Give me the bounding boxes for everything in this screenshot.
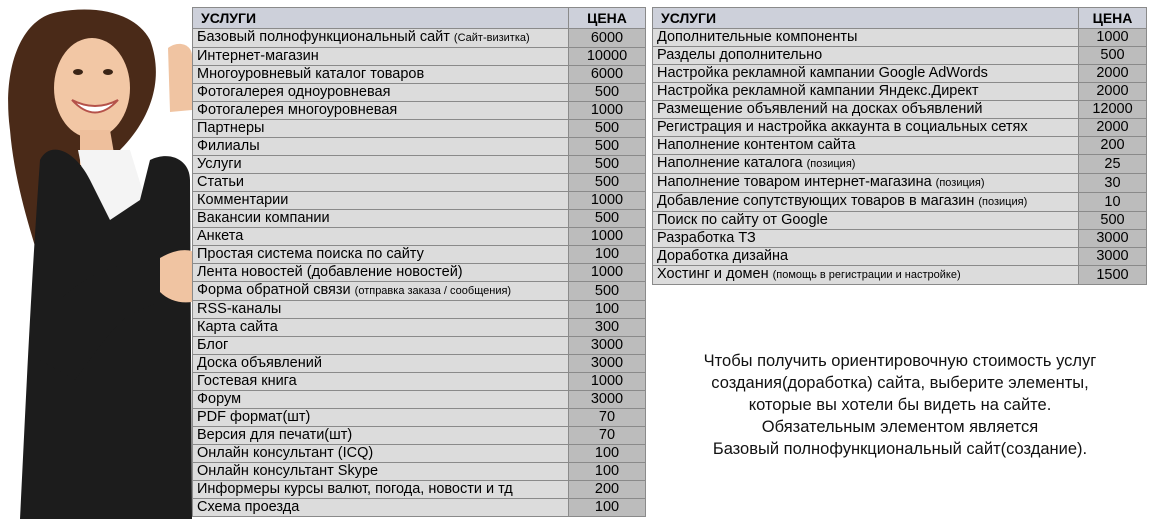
service-name: Филиалы [197, 138, 260, 154]
service-price: 500 [569, 210, 646, 228]
table-row [653, 266, 1147, 285]
service-price: 1500 [1079, 266, 1147, 285]
service-price: 100 [569, 463, 646, 481]
table-row [653, 193, 1147, 212]
service-name: Партнеры [197, 120, 265, 136]
table-row [193, 463, 646, 481]
service-name: Услуги [197, 156, 242, 172]
service-name-cell [193, 48, 569, 66]
table-row [653, 101, 1147, 119]
service-price: 1000 [1079, 29, 1147, 47]
service-price: 1000 [569, 373, 646, 391]
table-row [653, 230, 1147, 248]
table-row [193, 409, 646, 427]
service-name: PDF формат(шт) [197, 409, 311, 425]
service-price: 500 [569, 174, 646, 192]
service-name: Комментарии [197, 192, 289, 208]
service-price: 12000 [1079, 101, 1147, 119]
table-row [193, 48, 646, 66]
service-name: Фотогалерея одноуровневая [197, 84, 391, 100]
service-price: 2000 [1079, 119, 1147, 137]
service-name-cell [193, 102, 569, 120]
service-name: Размещение объявлений на досках объявлений [657, 101, 983, 117]
service-price: 1000 [569, 264, 646, 282]
service-name-cell [193, 29, 569, 48]
service-price: 100 [569, 301, 646, 319]
table-row [193, 337, 646, 355]
service-name-cell [193, 301, 569, 319]
service-name-cell [653, 193, 1079, 212]
table-row [193, 319, 646, 337]
service-name: Интернет-магазин [197, 48, 319, 64]
service-name-cell [193, 445, 569, 463]
table-row [193, 373, 646, 391]
table-row [653, 248, 1147, 266]
service-name-cell [193, 66, 569, 84]
service-price: 1000 [569, 102, 646, 120]
info-line: Базовый полнофункциональный сайт(создание). [712, 440, 1088, 458]
service-name-cell [653, 65, 1079, 83]
service-name: Наполнение товаром интернет-магазина [657, 174, 932, 190]
service-name: Простая система поиска по сайту [197, 246, 424, 262]
service-name-cell [193, 427, 569, 445]
table-row [653, 65, 1147, 83]
service-name: Наполнение каталога [657, 155, 803, 171]
table-row [193, 355, 646, 373]
service-name-cell [653, 212, 1079, 230]
service-price: 70 [569, 427, 646, 445]
service-price: 10000 [569, 48, 646, 66]
service-price: 3000 [569, 391, 646, 409]
service-price: 200 [569, 481, 646, 499]
table-row [193, 174, 646, 192]
service-name: Онлайн консультант (ICQ) [197, 445, 374, 461]
service-name-cell [193, 481, 569, 499]
service-price: 3000 [1079, 248, 1147, 266]
column-header-services: УСЛУГИ [653, 8, 1079, 29]
service-name-cell [653, 83, 1079, 101]
service-name: Настройка рекламной кампании Яндекс.Директ [657, 83, 979, 99]
service-price: 100 [569, 246, 646, 264]
service-name-cell [653, 137, 1079, 155]
table-row [193, 445, 646, 463]
table-row [193, 66, 646, 84]
services-price-table-right [652, 7, 1147, 285]
service-name-cell [653, 47, 1079, 65]
service-price: 6000 [569, 66, 646, 84]
service-name-cell [653, 29, 1079, 47]
service-note: (позиция) [978, 196, 1028, 208]
service-name-cell [193, 373, 569, 391]
service-note: (помощь в регистрации и настройке) [772, 269, 961, 281]
service-name-cell [653, 248, 1079, 266]
service-name-cell [193, 499, 569, 517]
info-line: создания(доработка) сайта, выберите элементы, [711, 374, 1089, 392]
service-name-cell [193, 409, 569, 427]
service-price: 200 [1079, 137, 1147, 155]
service-name: Вакансии компании [197, 210, 330, 226]
service-name: Наполнение контентом сайта [657, 137, 856, 153]
service-name: Базовый полнофункциональный сайт [197, 29, 450, 45]
service-name: Дополнительные компоненты [657, 29, 858, 45]
service-name: Карта сайта [197, 319, 278, 335]
service-name: Анкета [197, 228, 244, 244]
table-row [653, 83, 1147, 101]
pricing-instructions [660, 350, 1140, 460]
service-name-cell [193, 84, 569, 102]
service-price: 100 [569, 445, 646, 463]
service-name: Многоуровневый каталог товаров [197, 66, 425, 82]
info-line: которые вы хотели бы видеть на сайте. [748, 396, 1052, 414]
service-name-cell [193, 228, 569, 246]
table-row [193, 228, 646, 246]
service-name: Информеры курсы валют, погода, новости и тд [197, 481, 513, 497]
service-price: 10 [1079, 193, 1147, 212]
service-name-cell [193, 337, 569, 355]
table-row [653, 119, 1147, 137]
table-header-row [653, 8, 1147, 29]
service-name-cell [653, 101, 1079, 119]
service-name-cell [653, 230, 1079, 248]
table-row [193, 84, 646, 102]
service-price: 500 [569, 282, 646, 301]
service-name: Доска объявлений [197, 355, 322, 371]
service-price: 3000 [569, 355, 646, 373]
service-note: (позиция) [935, 177, 985, 189]
service-name: Настройка рекламной кампании Google AdWords [657, 65, 988, 81]
info-line: Чтобы получить ориентировочную стоимость услуг [703, 352, 1097, 370]
service-price: 2000 [1079, 65, 1147, 83]
service-name-cell [193, 264, 569, 282]
service-price: 500 [569, 120, 646, 138]
table-row [653, 29, 1147, 47]
service-price: 500 [569, 84, 646, 102]
service-name: Блог [197, 337, 229, 353]
service-name-cell [653, 155, 1079, 174]
table-row [193, 246, 646, 264]
table-row [193, 481, 646, 499]
service-name-cell [193, 192, 569, 210]
service-name: Форум [197, 391, 242, 407]
service-price: 70 [569, 409, 646, 427]
service-name: Лента новостей (добавление новостей) [197, 264, 463, 280]
service-name: Регистрация и настройка аккаунта в социальных сетях [657, 119, 1028, 135]
service-note: (Сайт-визитка) [453, 32, 530, 44]
service-name: RSS-каналы [197, 301, 282, 317]
service-name: Версия для печати(шт) [197, 427, 353, 443]
service-price: 2000 [1079, 83, 1147, 101]
table-header-row [193, 8, 646, 29]
service-price: 3000 [569, 337, 646, 355]
businesswoman-photo [0, 0, 200, 519]
table-row [193, 427, 646, 445]
service-name-cell [193, 355, 569, 373]
service-price: 1000 [569, 228, 646, 246]
service-name: Схема проезда [197, 499, 300, 515]
service-price: 500 [569, 138, 646, 156]
column-header-services: УСЛУГИ [193, 8, 569, 29]
service-name-cell [193, 174, 569, 192]
service-name-cell [193, 282, 569, 301]
column-header-price: ЦЕНА [569, 8, 646, 29]
service-name: Разработка ТЗ [657, 230, 756, 246]
service-price: 30 [1079, 174, 1147, 193]
service-name-cell [193, 120, 569, 138]
table-row [653, 155, 1147, 174]
table-row [193, 391, 646, 409]
service-price: 6000 [569, 29, 646, 48]
service-name-cell [653, 119, 1079, 137]
table-row [653, 174, 1147, 193]
service-price: 25 [1079, 155, 1147, 174]
service-name: Разделы дополнительно [657, 47, 823, 63]
service-name: Статьи [197, 174, 244, 190]
service-price: 3000 [1079, 230, 1147, 248]
table-row [193, 301, 646, 319]
service-name: Хостинг и домен [657, 266, 769, 282]
service-name: Форма обратной связи [197, 282, 351, 298]
service-name-cell [653, 266, 1079, 285]
services-price-table-left [192, 7, 646, 517]
table-row [193, 192, 646, 210]
service-note: (позиция) [806, 158, 856, 170]
table-row [653, 137, 1147, 155]
table-row [193, 264, 646, 282]
table-row [193, 156, 646, 174]
table-row [193, 29, 646, 48]
service-name-cell [193, 156, 569, 174]
table-row [653, 47, 1147, 65]
table-row [193, 210, 646, 228]
service-name-cell [193, 391, 569, 409]
service-name: Фотогалерея многоуровневая [197, 102, 398, 118]
service-name: Гостевая книга [197, 373, 297, 389]
service-note: (отправка заказа / сообщения) [354, 285, 512, 297]
table-row [193, 282, 646, 301]
service-name-cell [193, 246, 569, 264]
service-name: Доработка дизайна [657, 248, 789, 264]
service-price: 100 [569, 499, 646, 517]
table-row [193, 102, 646, 120]
service-price: 1000 [569, 192, 646, 210]
service-name-cell [193, 463, 569, 481]
service-name-cell [193, 210, 569, 228]
info-line: Обязательным элементом является [761, 418, 1039, 436]
service-price: 300 [569, 319, 646, 337]
table-row [193, 138, 646, 156]
table-row [193, 120, 646, 138]
service-name: Добавление сопутствующих товаров в магазин [657, 193, 975, 209]
service-name: Поиск по сайту от Google [657, 212, 828, 228]
column-header-price: ЦЕНА [1079, 8, 1147, 29]
service-name-cell [653, 174, 1079, 193]
service-price: 500 [1079, 212, 1147, 230]
service-name: Онлайн консультант Skype [197, 463, 379, 479]
service-name-cell [193, 138, 569, 156]
table-row [653, 212, 1147, 230]
service-price: 500 [1079, 47, 1147, 65]
service-price: 500 [569, 156, 646, 174]
table-row [193, 499, 646, 517]
service-name-cell [193, 319, 569, 337]
